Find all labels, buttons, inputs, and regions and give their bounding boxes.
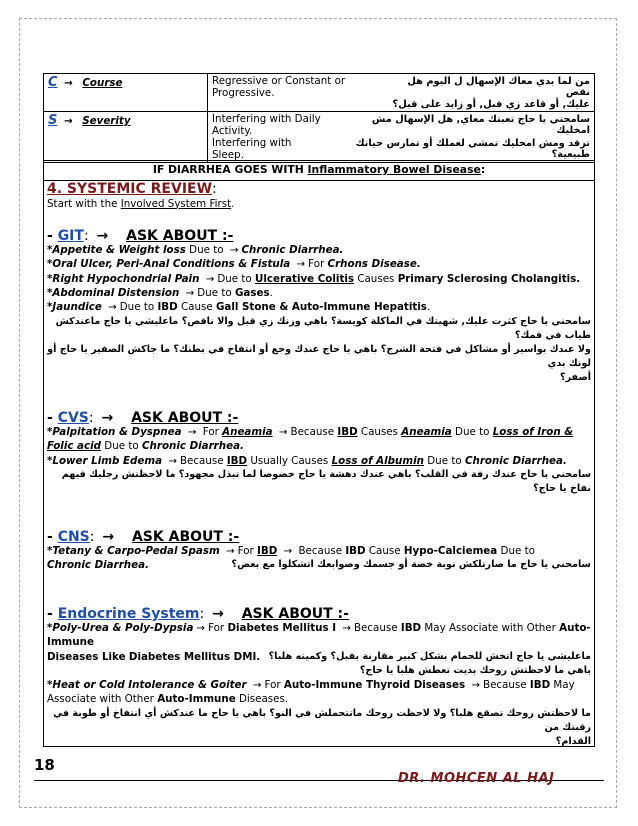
cns-colon: : [89, 528, 95, 545]
section-header [44, 161, 594, 181]
git-l4b: Due to [197, 287, 232, 300]
cvs-l2g: Chronic Diarrhea. [464, 454, 567, 467]
severity-arabic-2: ترقد ومش امخليك تمشي لعملك أو تمارس حياتك طبيعية؟ [355, 138, 590, 160]
git-heading [47, 229, 591, 243]
git-dash: - [47, 227, 53, 244]
endo-line-2 [47, 650, 591, 664]
cvs-l2c: IBD [226, 454, 248, 467]
endo-l1g: Auto-Immune [47, 622, 591, 649]
severity-letter: S [48, 113, 58, 128]
header-prefix: IF DIARRHEA GOES WITH [152, 163, 304, 176]
course-label: Course [82, 77, 123, 89]
severity-label-cell [44, 112, 208, 163]
endo-colon: : [199, 605, 205, 622]
cvs-line-2 [47, 454, 591, 468]
cvs-system-label: CVS [57, 409, 89, 426]
git-l1b: Due to [189, 244, 224, 257]
git-l2b: For [308, 258, 325, 271]
arrow-icon: → [168, 454, 177, 467]
git-l3b: Due to [217, 272, 252, 285]
endocrine-heading [47, 607, 591, 621]
course-letter: C [48, 75, 58, 90]
cns-l1f: Cause [368, 545, 401, 558]
endo-line-1 [47, 621, 591, 650]
arrow-icon: → [63, 115, 73, 127]
systemic-review-title-text: 4. SYSTEMIC REVIEW [47, 181, 213, 198]
endo-l2e: IBD [529, 678, 551, 691]
course-row [44, 74, 595, 112]
cns-ask-about: ASK ABOUT :- [131, 528, 240, 545]
cns-l1c: IBD [257, 545, 278, 558]
cvs-arabic-1: سامحني يا حاج عندك رفة في القلب؟ باهي عندك دهشة يا حاج خصوصا لما تبذل مجهود؟ ما لاحظتش رجليك فيهم نفاخ يا حاج؟ [61, 468, 591, 494]
arrow-icon: → [196, 622, 206, 635]
git-line-4: *Abdominal Distension → Due to Gases. [47, 287, 273, 300]
severity-english-1: Interfering with Daily Activity. [212, 113, 321, 137]
arrow-icon: → [342, 622, 351, 635]
cvs-l1a: *Palpitation & Dyspnea [47, 425, 182, 438]
cvs-l1b: For [202, 425, 219, 438]
git-l1a: *Appetite & Weight loss [47, 244, 186, 257]
cns-l1b: For [237, 545, 254, 558]
cvs-l2e: Loss of Albumin [331, 454, 424, 467]
endo-arabic-1: ماعليشي يا حاج اتخش للحمام بشكل كبير مقارنة بقبل؟ وكميته هلبا؟ [268, 650, 591, 662]
endo-l2c: Auto-Immune Thyroid Diseases [283, 678, 466, 691]
cvs-l1e: IBD [337, 425, 358, 438]
endo-dash: - [47, 605, 53, 622]
arrow-icon: → [471, 678, 480, 691]
endo-line-3 [47, 678, 591, 692]
arrow-icon: → [96, 227, 109, 244]
cns-line-2 [47, 558, 591, 572]
ibd-section-box [43, 160, 595, 747]
intro-underlined: Involved System First [120, 197, 232, 210]
systemic-review-title [47, 182, 591, 196]
course-severity-table [43, 73, 595, 163]
arrow-icon: → [187, 425, 197, 438]
course-arabic-1: من لما بدي معاك الإسهال ل اليوم هل نقص [407, 76, 590, 98]
endo-system-label: Endocrine System [57, 605, 200, 622]
git-l5d: Cause [180, 301, 213, 314]
intro-line [47, 197, 591, 211]
cns-l1g: Hypo-Calciemea [403, 545, 498, 558]
endo-arabic-3: ما لاحظتش روحك تصقع هلبا؟ ولا لاحظت روحك ماتتحملش في النو؟ باهي يا حاج ما عندكش أي انتفاخ أو طوبة في رقبتك من [53, 707, 591, 733]
endo-l1d: Because [353, 622, 398, 635]
git-l5e: Gall Stone & Auto-Immune Hepatitis [215, 301, 427, 314]
cns-arabic-1: سامحني يا حاج ما صارتلكش نوبة خضة أو جسمك وصوابعك اتشكلوا مع بعض؟ [231, 559, 591, 571]
endo-l2a: *Heat or Cold Intolerance & Goiter [47, 678, 247, 691]
cvs-l2b: Because [179, 454, 224, 467]
cvs-l1h: Due to [455, 425, 490, 438]
git-line-3 [47, 272, 591, 286]
arrow-icon: → [283, 545, 293, 558]
git-system-label: GIT [57, 227, 84, 244]
cns-system-label: CNS [57, 528, 90, 545]
endo-l2d: Because [483, 678, 527, 691]
cns-l1h: Due to [500, 545, 535, 558]
severity-content-cell [208, 112, 595, 163]
cns-l1e: IBD [345, 545, 366, 558]
arrow-icon: → [212, 605, 224, 622]
endo-arabic-4: القدام؟ [555, 735, 591, 747]
git-l5a: *Jaundice [47, 301, 102, 314]
cvs-l2d: Usually Causes [250, 454, 329, 467]
cvs-l1c: Aneamia [222, 425, 273, 438]
header-suffix: : [480, 163, 486, 176]
cns-l1i: Chronic Diarrhea. [47, 559, 149, 572]
git-line-2 [47, 257, 591, 271]
endo-l1b: For [208, 622, 225, 635]
git-l4c: Gases [234, 287, 270, 300]
git-ask-about: ASK ABOUT :- [126, 227, 234, 244]
arrow-icon: → [278, 425, 288, 438]
arrow-icon: → [64, 77, 73, 89]
course-label-cell [44, 74, 208, 112]
git-l5b: Due to [119, 301, 155, 314]
severity-label: Severity [82, 115, 131, 127]
arrow-icon: → [108, 301, 117, 314]
intro-suffix: . [231, 197, 235, 210]
intro-prefix: Start with the [47, 197, 118, 210]
cvs-line-1 [47, 425, 591, 454]
endo-l2b: For [264, 678, 281, 691]
section-body [44, 182, 594, 748]
course-english: Regressive or Constant or Progressive. [212, 75, 346, 99]
git-line-5: *Jaundice → Due to IBD Cause Gall Stone & Auto-Immune Hepatitis. [47, 301, 431, 314]
course-content-cell [208, 74, 595, 112]
cvs-l1d: Because [290, 425, 335, 438]
endo-l1f: May Associate with Other [424, 622, 556, 635]
git-colon: : [83, 227, 89, 244]
endo-l1a: *Poly-Urea & Poly-Dypsia [47, 622, 194, 635]
git-l3d: Causes [357, 272, 395, 285]
arrow-icon: → [252, 678, 262, 691]
endo-l1c: Diabetes Mellitus I [227, 622, 337, 635]
cvs-dash: - [47, 409, 53, 426]
arrow-icon: → [101, 409, 114, 426]
cvs-heading [47, 411, 591, 425]
git-l2a: *Oral Ulcer, Peri-Anal Conditions & Fistula [47, 258, 291, 271]
endo-l2f: May [553, 678, 575, 691]
git-l1c: Chronic Diarrhea. [241, 244, 344, 257]
course-arabic-2: عليك, أو قاعد زي قبل, أو زايد على قبل؟ [392, 99, 590, 110]
git-l3c: Ulcerative Colitis [255, 272, 355, 285]
endo-line-4 [47, 692, 591, 706]
endo-l2g: Associate with Other [47, 693, 154, 706]
cns-heading [47, 530, 591, 544]
cns-l1a: *Tetany & Carpo-Pedal Spasm [47, 545, 220, 558]
arrow-icon: → [296, 258, 306, 271]
page-number: 18 [34, 756, 55, 774]
header-underlined: Inflammatory Bowel Disease [307, 163, 481, 176]
cns-line-1 [47, 544, 591, 558]
severity-english-2: Interfering with Sleep. [212, 137, 292, 161]
cvs-l2f: Due to [427, 454, 462, 467]
git-l5c: IBD [157, 301, 178, 314]
severity-row [44, 112, 595, 163]
git-line-1 [47, 243, 591, 257]
cvs-ask-about: ASK ABOUT :- [131, 409, 239, 426]
cvs-l2a: *Lower Limb Edema [47, 454, 163, 467]
endo-l2h: Auto-Immune [157, 693, 236, 706]
cns-dash: - [47, 528, 53, 545]
git-l3a: *Right Hypochondrial Pain [47, 272, 200, 285]
arrow-icon: → [185, 287, 195, 300]
cvs-l1i: Loss of Iron & Folic acid [47, 425, 574, 453]
author-name: DR. MOHCEN AL HAJ [398, 771, 555, 786]
git-arabic-2: ولا عندك بواسير أو مشاكل في فتحة الشرج؟ باهي يا حاج عندك وجع أو انتفاخ في بطنك؟ ما جاكش الصفير يا حاج أو لونك بدي [47, 343, 591, 369]
endo-l2i: Diseases. [238, 693, 289, 706]
cvs-colon: : [88, 409, 94, 426]
git-l3e: Primary Sclerosing Cholangitis. [397, 272, 581, 285]
arrow-icon: → [102, 528, 115, 545]
endo-ask-about: ASK ABOUT :- [241, 605, 349, 622]
git-l4a: *Abdominal Distension [47, 287, 180, 300]
git-arabic-1: سامحني يا حاج كثرت عليك, شهيتك في الماكلة كويسة؟ باهي وزنك زي قبل والا ناقص؟ ماعليشي يا حاج ماعندكش طياب في فمك؟ [55, 315, 591, 341]
cvs-l1j: Due to [104, 440, 139, 453]
cns-l1d: Because [298, 545, 343, 558]
arrow-icon: → [205, 272, 215, 285]
cvs-l1f: Causes [360, 425, 399, 438]
systemic-review-colon: : [212, 181, 217, 198]
endo-l1i: Diabetes Mellitus DMI. [128, 650, 261, 663]
severity-arabic-1: سامحني يا حاج تعبتك معاي, هل الإسهال مش امخليك [371, 114, 590, 136]
endo-l1e: IBD [400, 622, 422, 635]
endo-l1h: Diseases Like [47, 650, 126, 663]
cvs-l1k: Chronic Diarrhea. [141, 440, 244, 453]
git-l2c: Crhons Disease. [327, 258, 421, 271]
git-arabic-3: أصفر؟ [560, 371, 591, 383]
arrow-icon: → [229, 244, 239, 257]
arrow-icon: → [226, 545, 235, 558]
cvs-l1g: Aneamia [401, 425, 452, 438]
endo-arabic-2: باهي ما لاحظتش روحك بديت تعطش هلبا يا حاج؟ [359, 664, 591, 676]
